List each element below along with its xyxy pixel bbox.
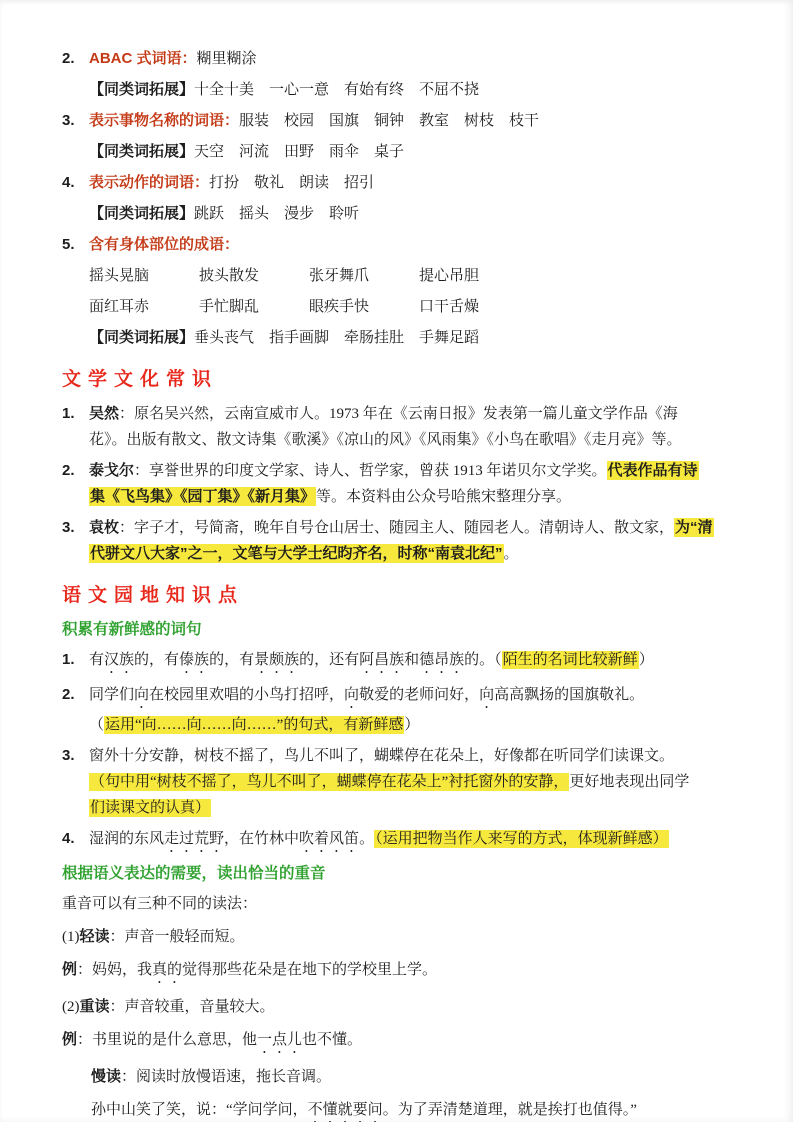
item-body	[89, 232, 743, 258]
highlighted-text: 陌生的名词比较新鲜	[502, 652, 638, 668]
text-segment: 在校园里欢唱的小鸟打招呼，	[149, 687, 345, 703]
highlighted-text: 集《飞鸟集》《园丁集》《新月集》	[90, 488, 316, 505]
text-segment: 跳跃 摇头 漫步 聆听	[194, 206, 360, 222]
text-line	[89, 46, 743, 72]
expansion-line	[89, 139, 743, 165]
emphasized-text: 一点儿	[257, 1032, 303, 1048]
expansion-line	[89, 201, 743, 227]
text-segment: (1)	[62, 929, 80, 945]
text-line	[91, 1064, 743, 1090]
text-line	[89, 515, 743, 541]
highlighted-text: （运用把物当作人来写的方式，体现新鲜感）	[375, 831, 668, 847]
text-line	[89, 795, 743, 821]
text-segment: 也不懂。	[302, 1032, 363, 1048]
item-body	[89, 515, 743, 567]
idiom: 张牙舞爪	[309, 268, 370, 284]
numbered-item	[62, 401, 743, 453]
item-body	[89, 108, 743, 134]
text-line	[89, 484, 743, 510]
idiom: 眼疾手快	[309, 299, 370, 315]
text-segment: ：书里说的是什么意思，他	[77, 1032, 258, 1048]
text-segment: 【同类词拓展】	[89, 143, 195, 160]
paragraph	[91, 1097, 743, 1122]
item-body	[89, 170, 743, 196]
text-segment: 窗外十分安静，树枝不摇了，鸟儿不叫了，蝴蝶停在花朵上，好像都在听同学们读课文。	[89, 748, 675, 764]
emphasized-text: 真的	[152, 962, 183, 978]
text-segment: ：声音较重，音量较大。	[109, 999, 275, 1015]
text-line	[89, 325, 743, 351]
idiom: 手忙脚乱	[199, 299, 260, 315]
item-body	[89, 743, 743, 821]
idiom: 面红耳赤	[89, 299, 150, 315]
text-segment: 轻读	[79, 928, 110, 945]
text-segment: 例	[62, 961, 78, 978]
numbered-item	[62, 515, 743, 567]
text-line	[91, 1097, 743, 1122]
text-line	[89, 170, 743, 196]
expansion-line	[89, 77, 743, 103]
expansion-line	[89, 325, 743, 351]
item-number: 3.	[62, 519, 75, 536]
paragraph	[62, 994, 743, 1020]
highlighted-text: 代表作品有诗	[607, 462, 698, 479]
text-line	[89, 826, 743, 856]
item-number: 1.	[62, 405, 75, 422]
text-segment: 有	[89, 652, 105, 668]
item-number: 4.	[62, 174, 75, 191]
text-line	[62, 891, 743, 917]
text-segment: 。为了弄清楚道理，就是挨打也值得。”	[382, 1102, 637, 1118]
text-segment: 【同类词拓展】	[89, 205, 195, 222]
idiom-row	[89, 294, 743, 320]
text-segment: 湿润的东风	[89, 831, 165, 847]
text-segment: ）	[638, 652, 654, 668]
item-body	[89, 682, 743, 738]
paragraph	[62, 957, 743, 987]
text-line	[62, 994, 743, 1020]
text-line	[89, 427, 743, 453]
text-segment: 垂头丧气 指手画脚 牵肠挂肚 手舞足蹈	[194, 330, 480, 346]
red-label: ABAC 式词语：	[89, 50, 197, 67]
emphasized-text: 德昂族	[419, 652, 465, 668]
numbered-item	[62, 458, 743, 510]
emphasized-text: 景颇族	[254, 652, 300, 668]
text-segment: 高高飘扬的国旗敬礼。	[494, 687, 645, 703]
emphasized-text: 吹着风笛	[299, 831, 360, 847]
text-segment: 更好地表现出同学	[569, 774, 690, 790]
text-line	[89, 77, 743, 103]
paragraph	[62, 891, 743, 917]
item-number: 2.	[62, 686, 75, 703]
text-segment: ：声音一般轻而短。	[109, 929, 245, 945]
item-body	[89, 647, 743, 677]
text-line	[89, 232, 743, 258]
highlighted-text: 们读课文的认真）	[90, 800, 211, 816]
text-line	[89, 401, 743, 427]
red-label: 含有身体部位的成语：	[89, 236, 240, 253]
text-segment: 敬爱的老师问好，	[359, 687, 480, 703]
text-line	[89, 108, 743, 134]
item-number: 3.	[62, 747, 75, 764]
text-segment: ：原名吴兴然，云南宣威市人。1973 年在《云南日报》发表第一篇儿童文学作品《海	[119, 406, 678, 422]
text-segment: 等。本资料由公众号哈熊宋整理分享。	[316, 489, 572, 505]
text-segment: 打扮 敬礼 朗读 招引	[209, 175, 375, 191]
text-segment: 天空 河流 田野 雨伞 桌子	[194, 144, 405, 160]
red-label: 表示动作的词语：	[89, 174, 210, 191]
text-segment: ：享誉世界的印度文学家、诗人、哲学家，曾获 1913 年诺贝尔文学奖。	[134, 463, 607, 479]
text-line	[62, 957, 743, 987]
paragraph	[62, 1027, 743, 1057]
text-segment: ：阅读时放慢语速，拖长音调。	[121, 1069, 332, 1085]
text-line	[62, 924, 743, 950]
text-segment: 。	[359, 831, 375, 847]
emphasized-text: 傣族	[179, 652, 210, 668]
text-segment: 觉得那些花朵是在地下的学校里上学。	[182, 962, 438, 978]
text-line	[89, 201, 743, 227]
idiom: 提心吊胆	[419, 268, 480, 284]
text-segment: 慢读	[91, 1068, 122, 1085]
highlighted-text: 运用“向……向……向……”的句式，有新鲜感	[105, 717, 404, 733]
text-segment: 。	[503, 546, 519, 562]
text-segment: 的。（	[464, 652, 502, 668]
text-segment: 袁枚	[89, 519, 120, 536]
numbered-item	[62, 743, 743, 821]
highlighted-text: 为“清	[675, 519, 713, 536]
text-segment: 孙中山笑了笑，说：“学问学问，	[91, 1102, 308, 1118]
highlighted-text: （句中用“树枝不摇了，鸟儿不叫了，蝴蝶停在花朵上”衬托窗外的安静，	[90, 774, 569, 790]
emphasized-text: 走过荒野	[164, 831, 225, 847]
section-title: 语文园地知识点	[62, 585, 245, 606]
text-segment: (2)	[62, 999, 80, 1015]
section-title: 文学文化常识	[62, 369, 219, 390]
item-number: 5.	[62, 236, 75, 253]
text-segment: 吴然	[89, 405, 120, 422]
idiom-row	[89, 263, 743, 289]
text-line	[62, 1027, 743, 1057]
numbered-item	[62, 682, 743, 738]
item-number: 1.	[62, 651, 75, 668]
text-segment: 的，还有	[299, 652, 360, 668]
red-label: 表示事物名称的词语：	[89, 112, 240, 129]
text-segment: 十全十美 一心一意 有始有终 不屈不挠	[194, 82, 480, 98]
emphasized-text: 向	[134, 687, 150, 703]
text-segment: ：字子才，号简斋，晚年自号仓山居士、随园主人、随园老人。清朝诗人、散文家，	[119, 520, 675, 536]
green-subtitle: 积累有新鲜感的词句	[62, 621, 202, 638]
text-segment: （	[89, 717, 105, 733]
text-line	[89, 712, 743, 738]
text-segment: 例	[62, 1031, 78, 1048]
text-segment: 泰戈尔	[89, 462, 135, 479]
paragraph	[91, 1064, 743, 1090]
text-segment: ，在竹林中	[224, 831, 300, 847]
item-body	[89, 401, 743, 453]
document-content	[62, 46, 743, 1122]
item-number: 4.	[62, 830, 75, 847]
paragraph	[62, 924, 743, 950]
emphasized-text: 阿昌族	[359, 652, 405, 668]
text-segment: 【同类词拓展】	[89, 81, 195, 98]
text-segment: 重读	[79, 998, 110, 1015]
item-number: 2.	[62, 462, 75, 479]
text-line	[89, 458, 743, 484]
text-segment: 糊里糊涂	[196, 51, 257, 67]
item-body	[89, 46, 743, 72]
text-line	[89, 769, 743, 795]
text-segment: 【同类词拓展】	[89, 329, 195, 346]
numbered-item	[62, 232, 743, 258]
emphasized-text: 向	[479, 687, 495, 703]
text-segment: 的，有	[209, 652, 255, 668]
emphasized-text: 不懂就要问	[307, 1102, 383, 1118]
text-line	[89, 682, 743, 712]
text-line	[89, 647, 743, 677]
numbered-item	[62, 46, 743, 72]
numbered-item	[62, 826, 743, 856]
text-segment: ：妈妈，我	[77, 962, 153, 978]
idiom: 口干舌燥	[419, 299, 480, 315]
text-segment: 服装 校园 国旗 铜钟 教室 树枝 枝干	[239, 113, 540, 129]
item-number: 3.	[62, 112, 75, 129]
highlighted-text: 代骈文八大家”之一，文笔与大学士纪昀齐名，时称“南袁北纪”	[90, 545, 503, 562]
item-body	[89, 826, 743, 856]
emphasized-text: 汉族	[104, 652, 135, 668]
text-line	[89, 541, 743, 567]
numbered-item	[62, 108, 743, 134]
text-line	[89, 743, 743, 769]
idiom: 摇头晃脑	[89, 268, 150, 284]
item-number: 2.	[62, 50, 75, 67]
numbered-item	[62, 170, 743, 196]
green-subtitle: 根据语义表达的需要，读出恰当的重音	[62, 865, 326, 882]
idiom: 披头散发	[199, 268, 260, 284]
text-segment: 重音可以有三种不同的读法：	[62, 896, 258, 912]
text-line	[89, 139, 743, 165]
text-segment: 花》。出版有散文、散文诗集《歌溪》《凉山的风》《风雨集》《小鸟在歌唱》《走月亮》等。	[89, 432, 682, 448]
text-segment: 同学们	[89, 687, 135, 703]
text-segment: 的，有	[134, 652, 180, 668]
numbered-item	[62, 647, 743, 677]
text-segment: 和	[404, 652, 420, 668]
emphasized-text: 向	[344, 687, 360, 703]
item-body	[89, 458, 743, 510]
text-segment: ）	[404, 717, 420, 733]
